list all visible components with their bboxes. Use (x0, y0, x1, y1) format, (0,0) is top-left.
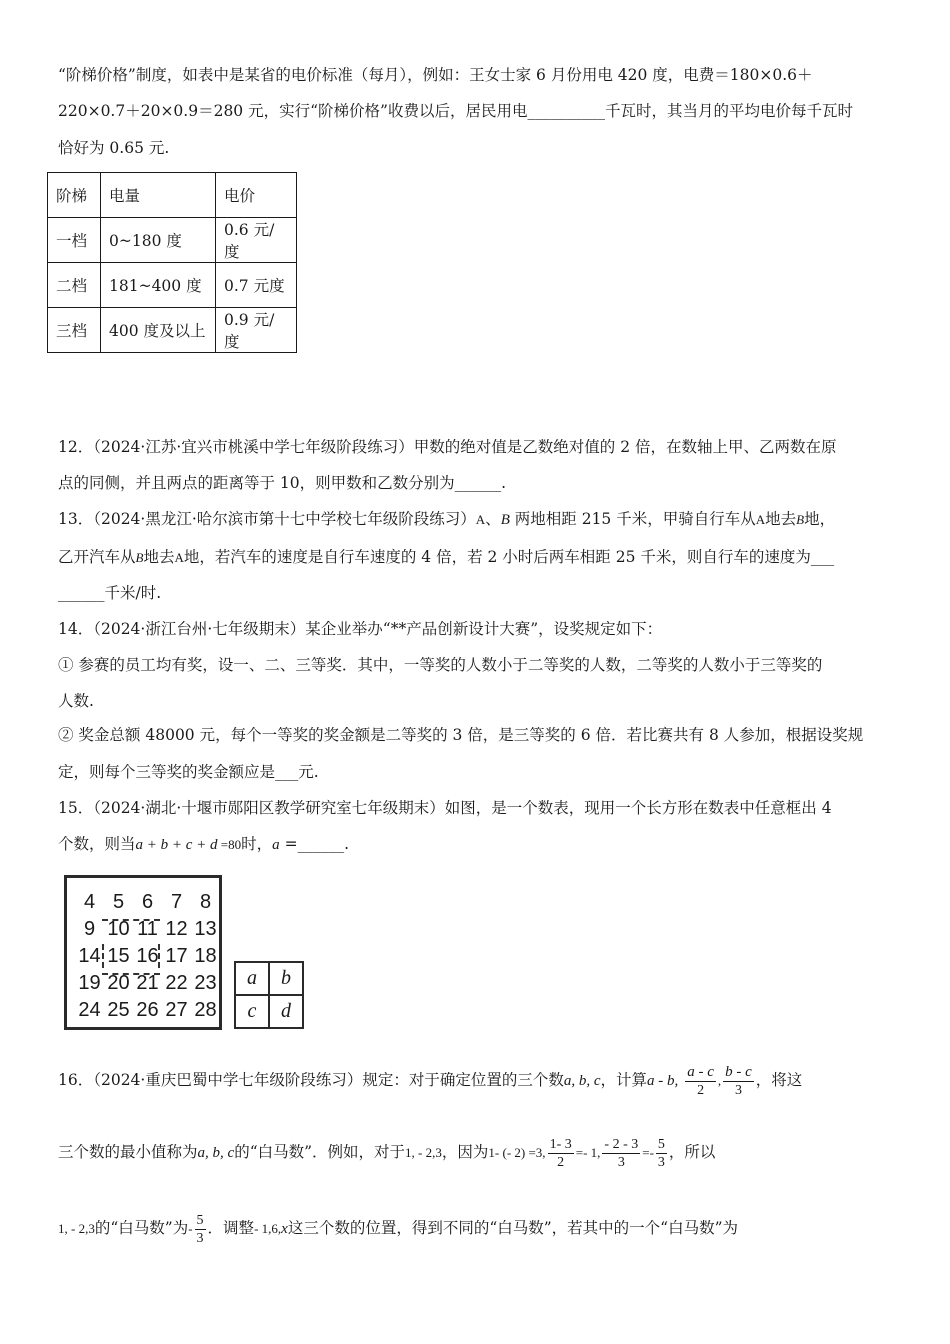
number-cell: 13 (194, 918, 217, 940)
table-cell: 181~400 度 (101, 263, 216, 308)
dashed-frame-top (102, 919, 160, 921)
number-row (75, 945, 223, 968)
abcd-cell: c (235, 995, 269, 1028)
q14-line-2: ① 参赛的员工均有奖，设一、二、三等奖．其中，一等奖的人数小于二等奖的人数，二等奖的人数小于三等奖的 (58, 656, 823, 674)
intro-line-1: “阶梯价格”制度，如表中是某省的电价标准（每月），例如：王女士家 6 月份用电 420 度，电费＝180×0.6＋ (58, 66, 813, 84)
table-header-row (48, 173, 297, 218)
number-cell: 9 (83, 918, 96, 940)
q13-line-3: ______千米/时. (58, 584, 162, 602)
fraction: $\frac{a - c}{2}$ (687, 1063, 714, 1098)
q14-line-5: 定，则每个三等奖的奖金额应是___元. (58, 763, 319, 781)
intro-line-2: 220×0.7＋20×0.9＝280 元，实行“阶梯价格”收费以后，居民用电__________千瓦时，其当月的平均电价每千瓦时 (58, 102, 853, 120)
number-cell: 21 (136, 972, 159, 994)
q13-line-2: 乙开汽车从B地去A地，若汽车的速度是自行车速度的 4 倍，若 2 小时后两车相距 25 千米，则自行车的速度为___ (58, 548, 835, 566)
q12-line-2: 点的同侧，并且两点的距离等于 10，则甲数和乙数分别为______. (58, 474, 507, 492)
q15-line-1: 15．（2024·湖北·十堰市郧阳区教学研究室七年级期末）如图，是一个数表，现用一个长方形在数表中任意框出 4 (58, 799, 832, 817)
fraction: $\frac{5}{3}$ (196, 1212, 204, 1246)
number-cell: 22 (165, 972, 188, 994)
number-cell: 19 (78, 972, 101, 994)
table-cell: 二档 (48, 263, 101, 308)
number-cell: 18 (194, 945, 217, 967)
number-row (75, 999, 223, 1022)
number-row (75, 918, 223, 941)
header-price: 电价 (216, 173, 297, 218)
q14-line-4: ② 奖金总额 48000 元，每个一等奖的奖金额是二等奖的 3 倍，是三等奖的 6 倍．若比赛共有 8 人参加，根据设奖规 (58, 726, 864, 744)
number-cell: 27 (165, 999, 188, 1021)
table-cell: 0.9 元/度 (216, 308, 297, 353)
dashed-frame-right (158, 944, 160, 968)
electricity-price-table (47, 172, 297, 353)
table-row (48, 308, 297, 353)
table-cell: 一档 (48, 218, 101, 263)
q14-line-3: 人数. (58, 692, 94, 710)
table-cell: 0.7 元度 (216, 263, 297, 308)
number-cell: 12 (165, 918, 188, 940)
q12-line-1: 12．（2024·江苏·宜兴市桃溪中学七年级阶段练习）甲数的绝对值是乙数绝对值的 2 倍，在数轴上甲、乙两数在原 (58, 438, 837, 456)
q16-line-2: 三个数的最小值称为a, b, c的“白马数”．例如，对于1, - 2,3，因为1- (- 2) =3, $\frac{1- 3}{2}$ =- 1, $\frac{- 2 - 3}{3}$ =- $\frac{5}{3}$ ，所以 (58, 1136, 716, 1170)
intro-line-3: 恰好为 0.65 元. (58, 139, 170, 157)
dashed-frame-left (102, 944, 104, 968)
number-cell: 28 (194, 999, 217, 1021)
abcd-cell: a (235, 962, 269, 995)
fraction: $\frac{1- 3}{2}$ (549, 1136, 572, 1170)
number-cell: 8 (199, 891, 212, 913)
number-cell: 23 (194, 972, 217, 994)
header-usage: 电量 (101, 173, 216, 218)
number-row (75, 972, 223, 995)
q16-line-3: 1, - 2,3的“白马数”为- $\frac{5}{3}$ ．调整- 1,6,x这三个数的位置，得到不同的“白马数”，若其中的一个“白马数”为 (58, 1212, 739, 1246)
table-cell: 400 度及以上 (101, 308, 216, 353)
q14-line-1: 14．（2024·浙江台州·七年级期末）某企业举办“**产品创新设计大赛”，设奖规定如下： (58, 620, 663, 638)
number-cell: 15 (107, 945, 130, 967)
number-cell: 25 (107, 999, 130, 1021)
table-cell: 三档 (48, 308, 101, 353)
table-cell: 0.6 元/度 (216, 218, 297, 263)
abcd-legend-box (234, 961, 304, 1029)
number-cell: 6 (141, 891, 154, 913)
number-row (75, 891, 223, 914)
number-cell: 24 (78, 999, 101, 1021)
number-table-figure (64, 875, 222, 1030)
table-cell: 0~180 度 (101, 218, 216, 263)
number-cell: 5 (112, 891, 125, 913)
abcd-cell: b (269, 962, 303, 995)
q16-line-1: 16．（2024·重庆巴蜀中学七年级阶段练习）规定：对于确定位置的三个数a, b, c，计算a - b, $\frac{a - c}{2}$ , $\frac{b - c}{3}$ ，将这 (58, 1063, 803, 1098)
q13-line-1: 13．（2024·黑龙江·哈尔滨市第十七中学校七年级阶段练习）A、B 两地相距 215 千米，甲骑自行车从A地去B地， (58, 510, 836, 528)
number-cell: 7 (170, 891, 183, 913)
number-cell: 17 (165, 945, 188, 967)
fraction: $\frac{- 2 - 3}{3}$ (604, 1136, 639, 1170)
number-cell: 4 (83, 891, 96, 913)
fraction: $\frac{b - c}{3}$ (725, 1063, 752, 1098)
number-cell: 14 (78, 945, 101, 967)
number-cell: 26 (136, 999, 159, 1021)
table-row (48, 263, 297, 308)
fraction: $\frac{5}{3}$ (657, 1136, 665, 1170)
number-cell: 16 (136, 945, 159, 967)
number-cell: 10 (107, 918, 130, 940)
number-cell: 20 (107, 972, 130, 994)
number-cell: 11 (137, 918, 158, 940)
table-row (48, 218, 297, 263)
q15-line-2: 个数，则当a + b + c + d =80时，a =______. (58, 835, 349, 853)
q15-expression: a + b + c + d (135, 837, 218, 853)
dashed-frame-middle (102, 973, 160, 975)
header-tier: 阶梯 (48, 173, 101, 218)
abcd-cell: d (269, 995, 303, 1028)
